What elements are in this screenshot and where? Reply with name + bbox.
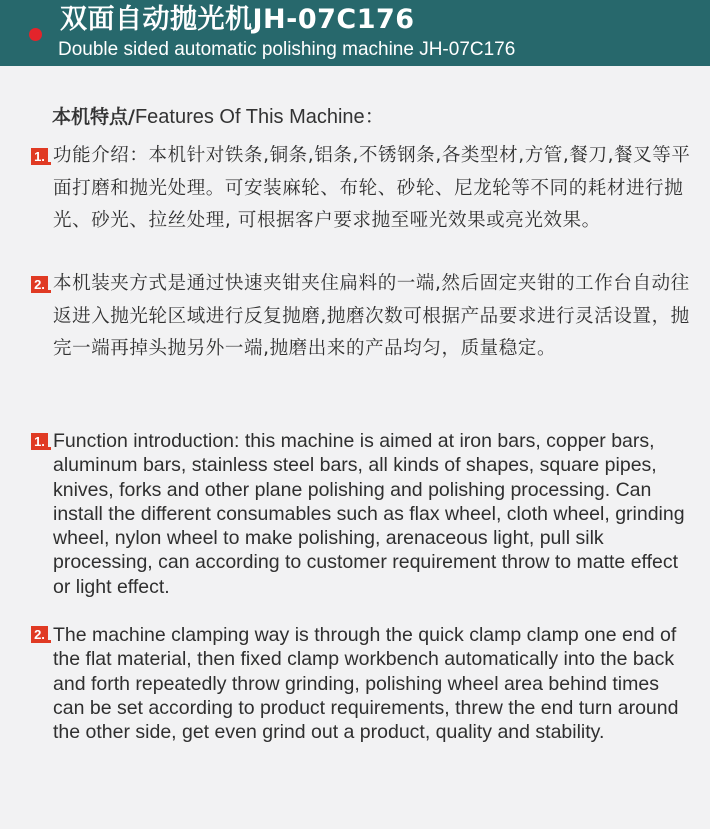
feature-text-en-2: The machine clamping way is through the quick clamp clamp one end of the flat material, then fixed clamp workbench automatically into the back and forth repeatedly throw grinding, polishing wheel area behind times can be set according to product requirements, threw the end turn around the other side, get even grind out a product, quality and stability.	[53, 624, 679, 744]
features-heading	[52, 104, 385, 130]
title-english: Double sided automatic polishing machine JH-07C176	[58, 39, 516, 60]
feature-text-cn-2: 本机装夹方式是通过快速夹钳夹住扁料的一端,然后固定夹钳的工作台自动往返进入抛光轮区域进行反复抛磨,抛磨次数可根据产品要求进行灵活设置，抛完一端再掉头抛另外一端,抛磨出来的产品均匀，质量稳定。	[53, 273, 690, 359]
features-heading-chinese: 本机特点/	[52, 106, 135, 128]
feature-text-cn-1: 功能介绍：本机针对铁条,铜条,铝条,不锈钢条,各类型材,方管,餐刀,餐叉等平面打磨和抛光处理。可安装麻轮、布轮、砂轮、尼龙轮等不同的耗材进行抛光、砂光、拉丝处理, 可根据客户要求抛至哑光效果或亮光效果。	[53, 145, 691, 231]
number-badge-icon: 2.	[31, 276, 48, 293]
red-bullet-dot-icon	[29, 28, 42, 41]
number-badge-icon: 2.	[31, 626, 48, 643]
title-chinese: 双面自动抛光机JH-07C176	[60, 4, 415, 35]
feature-item-en-2	[31, 624, 691, 796]
feature-item-cn-1	[31, 142, 691, 268]
number-badge-icon: 1.	[31, 148, 48, 165]
feature-text-en-1: Function introduction: this machine is aimed at iron bars, copper bars, aluminum bars, stainless steel bars, all kinds of shapes, square pipes, knives, forks and other plane polishing and polishing processing. Can install the different consumables such as flax wheel, cloth wheel, grinding wheel, nylon wheel to make polishing, arenaceous light, pull silk processing, can according to customer requirement throw to matte effect or light effect.	[53, 430, 685, 598]
feature-item-cn-2	[31, 272, 691, 402]
title-banner	[0, 0, 710, 66]
number-badge-icon: 1.	[31, 433, 48, 450]
feature-item-en-1	[31, 430, 691, 622]
features-heading-english: Features Of This Machine：	[134, 106, 385, 128]
